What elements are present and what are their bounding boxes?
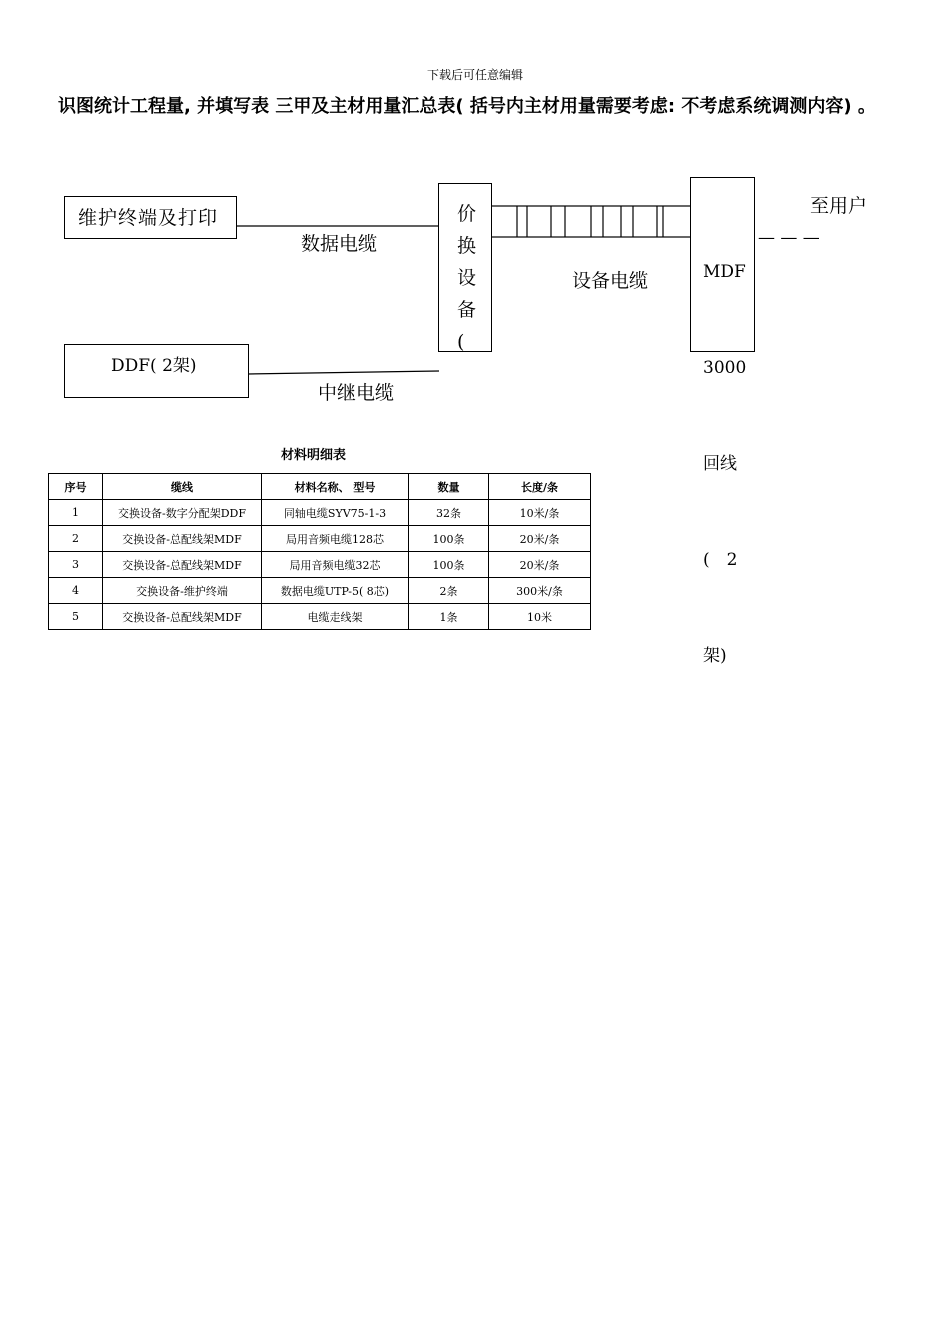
- mdf-label: [703, 192, 746, 736]
- table-row: [49, 526, 591, 552]
- mdf-box: [690, 177, 755, 666]
- table-cell: 局用音频电缆128芯: [262, 526, 409, 552]
- mdf-line: 架): [703, 646, 727, 666]
- header-cell: 序号: [49, 474, 103, 500]
- switch-char: 价: [457, 203, 477, 225]
- table-cell: 100条: [409, 526, 489, 552]
- table-cell: 同轴电缆SYV75-1-3: [262, 500, 409, 526]
- question-text: 识图统计工程量, 并填写表 三甲及主材用量汇总表( 括号内主材用量需要考虑: 不考虑系统调测内容) 。: [58, 96, 876, 117]
- table-cell: 数据电缆UTP-5( 8芯): [262, 578, 409, 604]
- table-row: [49, 500, 591, 526]
- table-cell: 3: [49, 552, 103, 578]
- table-cell: 300米/条: [489, 578, 591, 604]
- table-cell: 32条: [409, 500, 489, 526]
- ddf-box: [64, 344, 249, 398]
- data-cable-label: 数据电缆: [301, 233, 378, 255]
- trunk-cable-label: 中继电缆: [318, 382, 395, 404]
- table-row: [49, 552, 591, 578]
- table-cell: 2: [49, 526, 103, 552]
- table-cell: 交换设备-总配线架MDF: [103, 604, 262, 630]
- table-cell: 1: [49, 500, 103, 526]
- header-cell: 材料名称、 型号: [262, 474, 409, 500]
- equipment-cable-bundle: [491, 205, 691, 238]
- table-cell: 1条: [409, 604, 489, 630]
- table-cell: 电缆走线架: [262, 604, 409, 630]
- maintenance-terminal-label: 维护终端及打印: [78, 207, 219, 229]
- table-cell: 4: [49, 578, 103, 604]
- table-cell: 交换设备-维护终端: [103, 578, 262, 604]
- header-cell: 数量: [409, 474, 489, 500]
- table-cell: 20米/条: [489, 552, 591, 578]
- table-cell: 100条: [409, 552, 489, 578]
- table-cell: 交换设备-总配线架MDF: [103, 526, 262, 552]
- table-cell: 2条: [409, 578, 489, 604]
- to-user-label: 至用户: [810, 195, 868, 217]
- table-row: [49, 578, 591, 604]
- header-cell: 缆线: [103, 474, 262, 500]
- user-dash-line: — — —: [758, 228, 820, 248]
- switch-char: (: [457, 331, 465, 353]
- switch-char: 换: [457, 235, 477, 257]
- table-title: 材料明细表: [280, 448, 346, 463]
- table-cell: 20米/条: [489, 526, 591, 552]
- table-cell: 局用音频电缆32芯: [262, 552, 409, 578]
- header-note: 下载后可任意编辑: [426, 68, 523, 82]
- table-cell: 10米: [489, 604, 591, 630]
- mdf-line: MDF: [703, 262, 746, 282]
- switch-char: 设: [457, 267, 477, 289]
- table-cell: 交换设备-数字分配架DDF: [103, 500, 262, 526]
- mdf-line: 回线: [703, 454, 737, 474]
- table-cell: 5: [49, 604, 103, 630]
- mdf-line: ( 2: [703, 550, 738, 570]
- mdf-line: 3000: [703, 358, 747, 378]
- switch-equipment-box: [438, 183, 492, 352]
- trunk-cable-line: [248, 371, 439, 374]
- ddf-label: DDF( 2架): [111, 356, 197, 376]
- maintenance-terminal-box: [64, 196, 237, 239]
- header-cell: 长度/条: [489, 474, 591, 500]
- material-table: [48, 473, 591, 630]
- equipment-cable-label: 设备电缆: [572, 270, 649, 292]
- table-cell: 交换设备-总配线架MDF: [103, 552, 262, 578]
- table-cell: 10米/条: [489, 500, 591, 526]
- table-row: [49, 604, 591, 630]
- switch-char: 备: [457, 299, 477, 321]
- switch-equipment-label: [457, 198, 476, 358]
- table-header-row: [49, 474, 591, 500]
